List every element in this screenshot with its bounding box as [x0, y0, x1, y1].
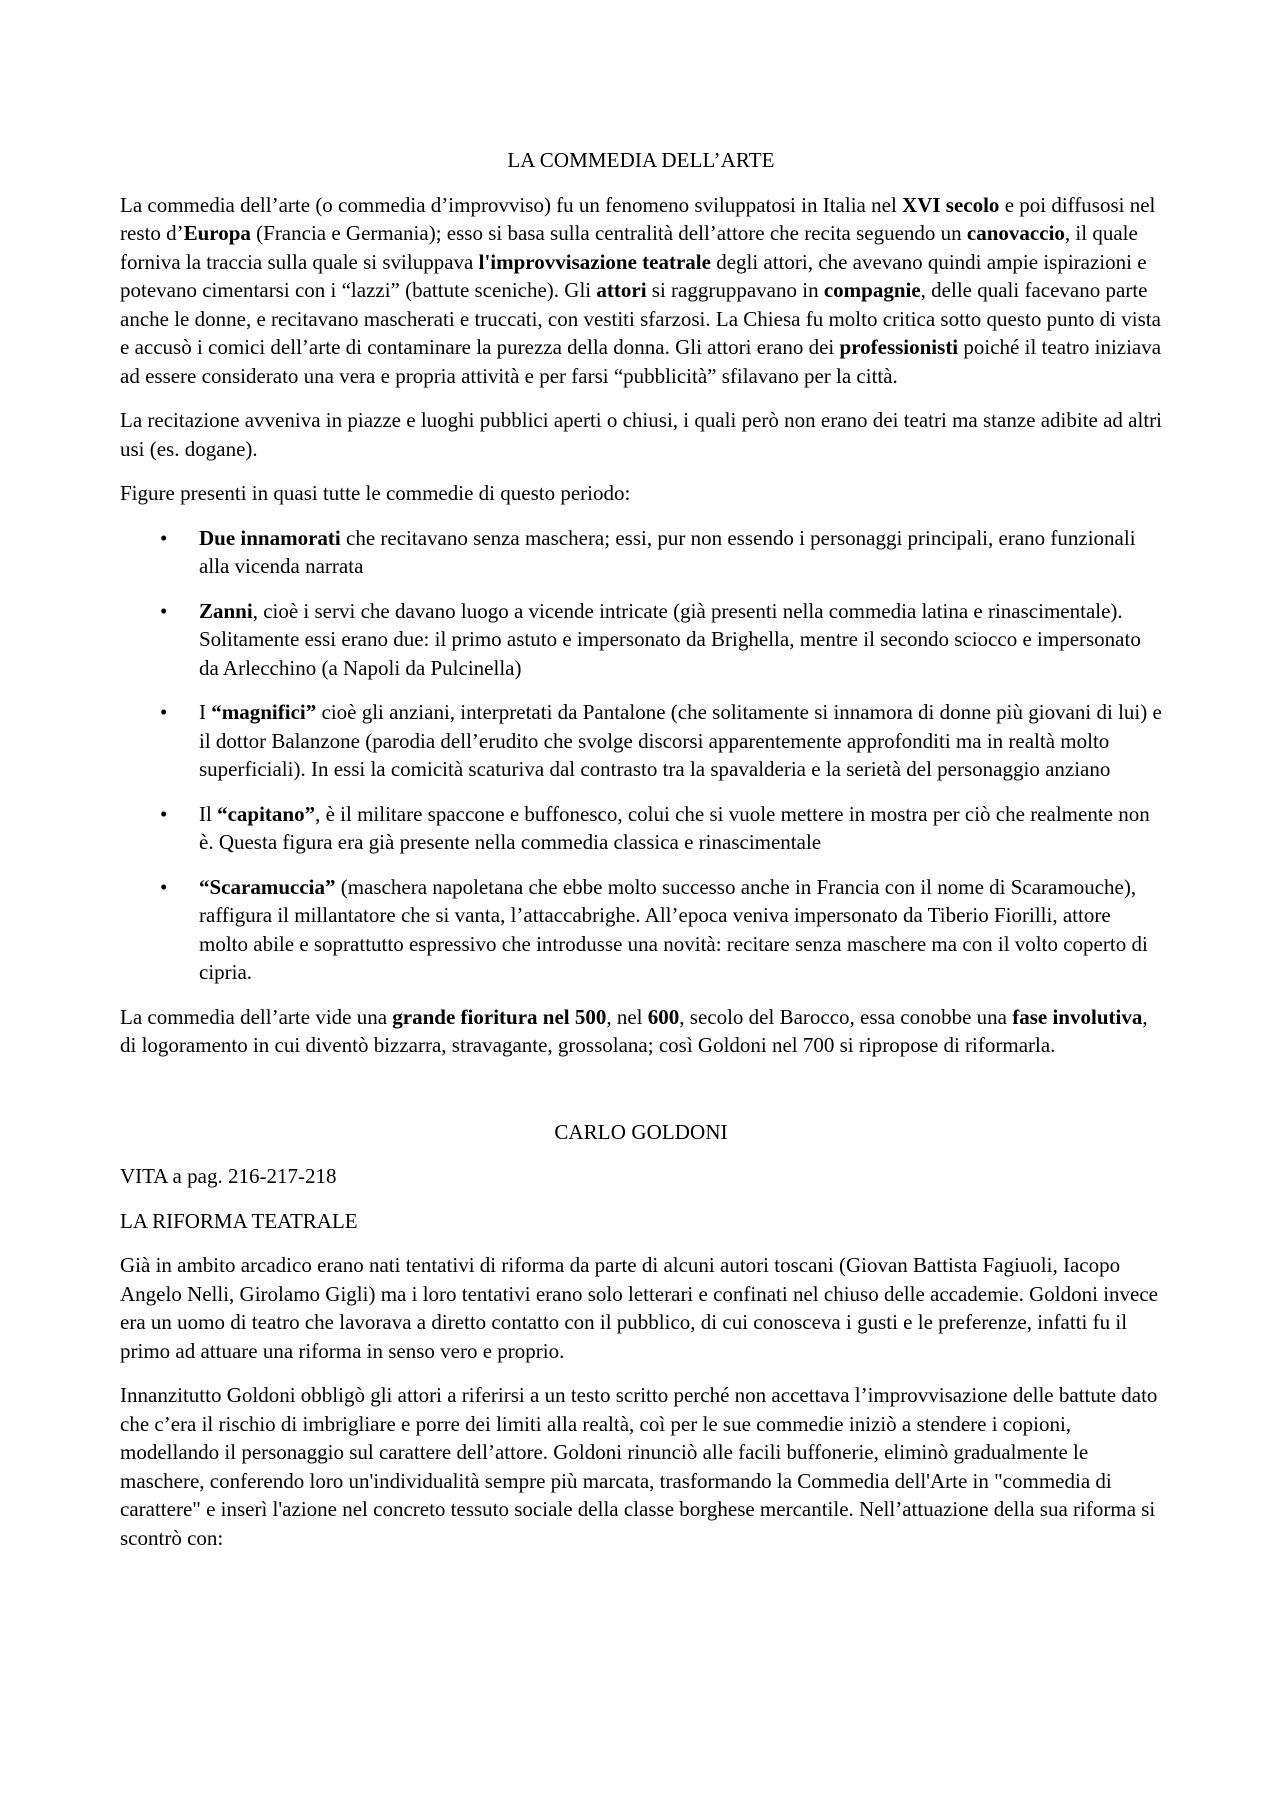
- subsection-title-riforma: LA RIFORMA TEATRALE: [120, 1208, 358, 1233]
- bullet-icon: •: [160, 700, 168, 724]
- list-item-text: I “magnifici” cioè gli anziani, interpretati da Pantalone (che solitamente si innamora di donne più giovani di lui) e il dottor Balanzone (parodia dell’erudito che svolge discorsi apparentemente approfonditi ma in realtà molto superficiali). In essi la comicità scaturiva dal contrasto tra la spavalderia e la serietà del personaggio anziano: [199, 700, 1162, 781]
- bold-term: attori: [596, 278, 647, 302]
- bold-term: Due innamorati: [199, 525, 341, 550]
- list-item: [120, 873, 1162, 987]
- bold-term: l'improvvisazione teatrale: [478, 249, 711, 274]
- section-title-goldoni: CARLO GOLDONI: [554, 1119, 728, 1144]
- bold-term: grande fioritura nel 500: [392, 1004, 607, 1029]
- bold-term: canovaccio: [966, 221, 1065, 245]
- bold-term: fase involutiva: [1012, 1004, 1143, 1029]
- bold-term: “Scaramuccia”: [199, 874, 336, 899]
- vita-reference: VITA a pag. 216-217-218: [120, 1164, 337, 1188]
- list-item: [120, 698, 1162, 784]
- bold-term: XVI secolo: [902, 192, 1000, 217]
- list-item: [120, 524, 1162, 581]
- riforma-paragraph-2: Innanzitutto Goldoni obbligò gli attori a riferirsi a un testo scritto perché non accettava l’improvvisazione delle battute dato che c’era il rischio di imbrigliare e porre dei limiti alla realtà, coì per le sue commedie iniziò a stendere i copioni, modellando il personaggio sul carattere dell’attore. Goldoni rinunciò alle facili buffonerie, eliminò gradualmente le maschere, conferendo loro un'individualità sempre più marcata, trasformando la Commedia dell'Arte in "commedia di carattere" e inserì l'azione nel concreto tessuto sociale della classe borghese mercantile. Nell’attuazione della sua riforma si scontrò con:: [120, 1383, 1158, 1550]
- section-spacer: [120, 1076, 1162, 1118]
- intro-paragraph: La commedia dell’arte (o commedia d’improvviso) fu un fenomeno sviluppatosi in Italia nel XVI secolo e poi diffusosi nel resto d’Europa (Francia e Germania); esso si basa sulla centralità dell’attore che recita seguendo un canovaccio, il quale forniva la traccia sulla quale si sviluppava l'improvvisazione teatrale degli attori, che avevano quindi ampie ispirazioni e potevano cimentarsi con i “lazzi” (battute sceniche). Gli attori si raggruppavano in compagnie, delle quali facevano parte anche le donne, e recitavano mascherati e truccati, con vestiti sfarzosi. La Chiesa fu molto critica sotto questo punto di vista e accusò i comici dell’arte di contaminare la purezza della donna. Gli attori erano dei professionisti poiché il teatro iniziava ad essere considerato una vera e propria attività e per farsi “pubblicità” sfilavano per la città.: [120, 192, 1162, 388]
- list-item-text: Due innamorati che recitavano senza maschera; essi, pur non essendo i personaggi principali, erano funzionali alla vicenda narrata: [199, 525, 1136, 578]
- bold-term: “magnifici”: [211, 700, 317, 724]
- list-item-text: Il “capitano”, è il militare spaccone e buffonesco, colui che si vuole mettere in mostra per ciò che realmente non è. Questa figura era già presente nella commedia classica e rinascimentale: [199, 801, 1150, 854]
- bullet-icon: •: [160, 801, 168, 826]
- list-item-text: Zanni, cioè i servi che davano luogo a vicende intricate (già presenti nella commedia latina e rinascimentale). Solitamente essi erano due: il primo astuto e impersonato da Brighella, mentre il secondo sciocco e impersonato da Arlecchino (a Napoli da Pulcinella): [199, 598, 1141, 680]
- bold-term: compagnie: [823, 278, 921, 302]
- bold-term: “capitano”: [217, 801, 316, 826]
- riforma-paragraph-1: Già in ambito arcadico erano nati tentativi di riforma da parte di alcuni autori toscani (Giovan Battista Fagiuoli, Iacopo Angelo Nelli, Girolamo Gigli) ma i loro tentativi erano solo letterari e confinati nel chiuso delle accademie. Goldoni invece era un uomo di teatro che lavorava a diretto contatto con il pubblico, di cui conosceva i gusti e le preferenze, infatti fu il primo ad attuare una riforma in senso vero e proprio.: [120, 1253, 1158, 1363]
- list-item: [120, 597, 1162, 683]
- bold-term: 600: [647, 1004, 680, 1029]
- recitazione-paragraph: La recitazione avveniva in piazze e luoghi pubblici aperti o chiusi, i quali però non erano dei teatri ma stanze adibite ad altri usi (es. dogane).: [120, 408, 1163, 461]
- figure-intro-paragraph: Figure presenti in quasi tutte le commedie di questo periodo:: [120, 481, 631, 505]
- figures-list: [120, 524, 1162, 987]
- list-item-text: “Scaramuccia” (maschera napoletana che ebbe molto successo anche in Francia con il nome di Scaramouche), raffigura il millantatore che si vanta, l’attaccabrighe. All’epoca veniva impersonato da Tiberio Fiorilli, attore molto abile e soprattutto espressivo che introdusse una novità: recitare senza maschere ma con il volto coperto di cipria.: [199, 874, 1148, 984]
- page-content: [120, 146, 1162, 1568]
- conclusion-paragraph: La commedia dell’arte vide una grande fioritura nel 500, nel 600, secolo del Barocco, essa conobbe una fase involutiva, di logoramento in cui diventò bizzarra, stravagante, grossolana; così Goldoni nel 700 si ripropose di riformarla.: [120, 1004, 1148, 1057]
- bold-term: Zanni: [199, 598, 253, 623]
- bold-term: professionisti: [839, 335, 959, 359]
- list-item: [120, 800, 1162, 857]
- bold-term: Europa: [183, 221, 251, 245]
- section-title-commedia: LA COMMEDIA DELL’ARTE: [507, 148, 775, 172]
- bullet-icon: •: [160, 525, 168, 550]
- bullet-icon: •: [160, 874, 168, 899]
- bullet-icon: •: [160, 598, 168, 623]
